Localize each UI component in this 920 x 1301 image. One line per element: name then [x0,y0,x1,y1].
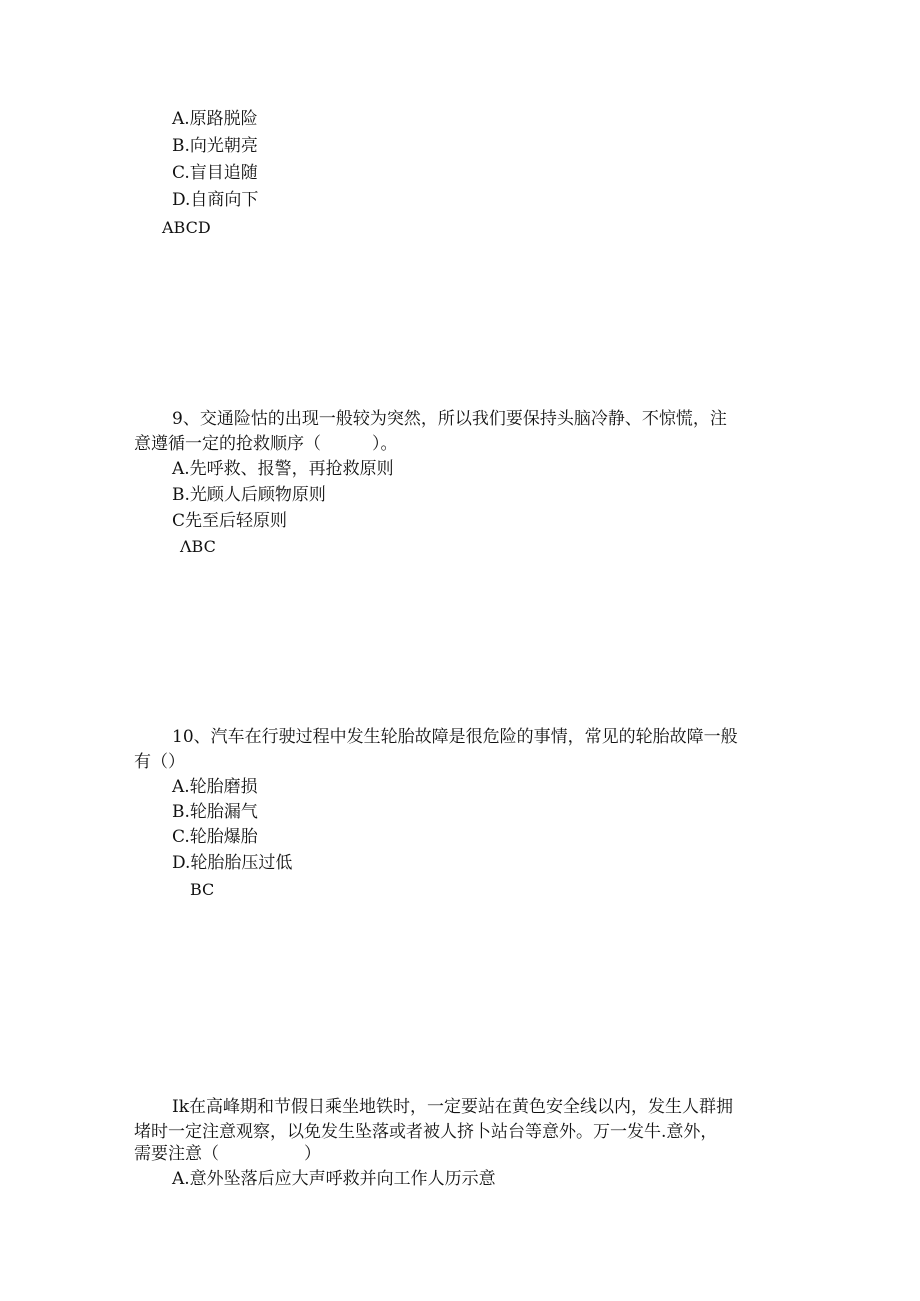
option-b: B.光顾人后顾物原则 [172,485,326,505]
question-text-line-2: 有（） [134,752,185,772]
question-text-line-2: 意遵循一定的抢救顺序（ ）。 [134,434,398,454]
answer: BC [190,880,215,899]
option-a: A.先呼救、报警，再抢救原则 [172,459,394,479]
answer: ΛBC [180,537,216,556]
option-a: A.轮胎磨损 [172,777,258,797]
option-d: D.轮胎胎压过低 [172,853,293,873]
option-c: C.盲目追随 [172,163,258,183]
option-a: A.原路脱险 [172,109,258,129]
question-text-line-3: 需要注意（ ） [134,1144,321,1164]
option-c: C.轮胎爆胎 [172,827,258,847]
option-c: C先至后轻原则 [172,511,288,531]
option-a: A.意外坠落后应大声呼救并向工作人历示意 [172,1169,496,1189]
answer: ABCD [162,218,211,237]
question-text-line-1: 10、汽车在行驶过程中发生轮胎故障是很危险的事情，常见的轮胎故障一般 [172,727,738,747]
option-b: B.向光朝亮 [172,136,258,156]
option-b: B.轮胎漏气 [172,802,258,822]
question-text-line-1: 9、交通险怙的出现一般较为突然，所以我们要保持头脑冷静、不惊慌，注 [172,409,727,429]
question-text-line-2: 堵时一定注意观察，以免发生坠落或者被人挤卜站台等意外。万一发牛.意外， [134,1122,718,1142]
question-text-line-1: Ik在高峰期和节假日乘坐地铁时，一定要站在黄色安全线以内，发生人群拥 [172,1097,734,1117]
option-d: D.自商向下 [172,190,259,210]
